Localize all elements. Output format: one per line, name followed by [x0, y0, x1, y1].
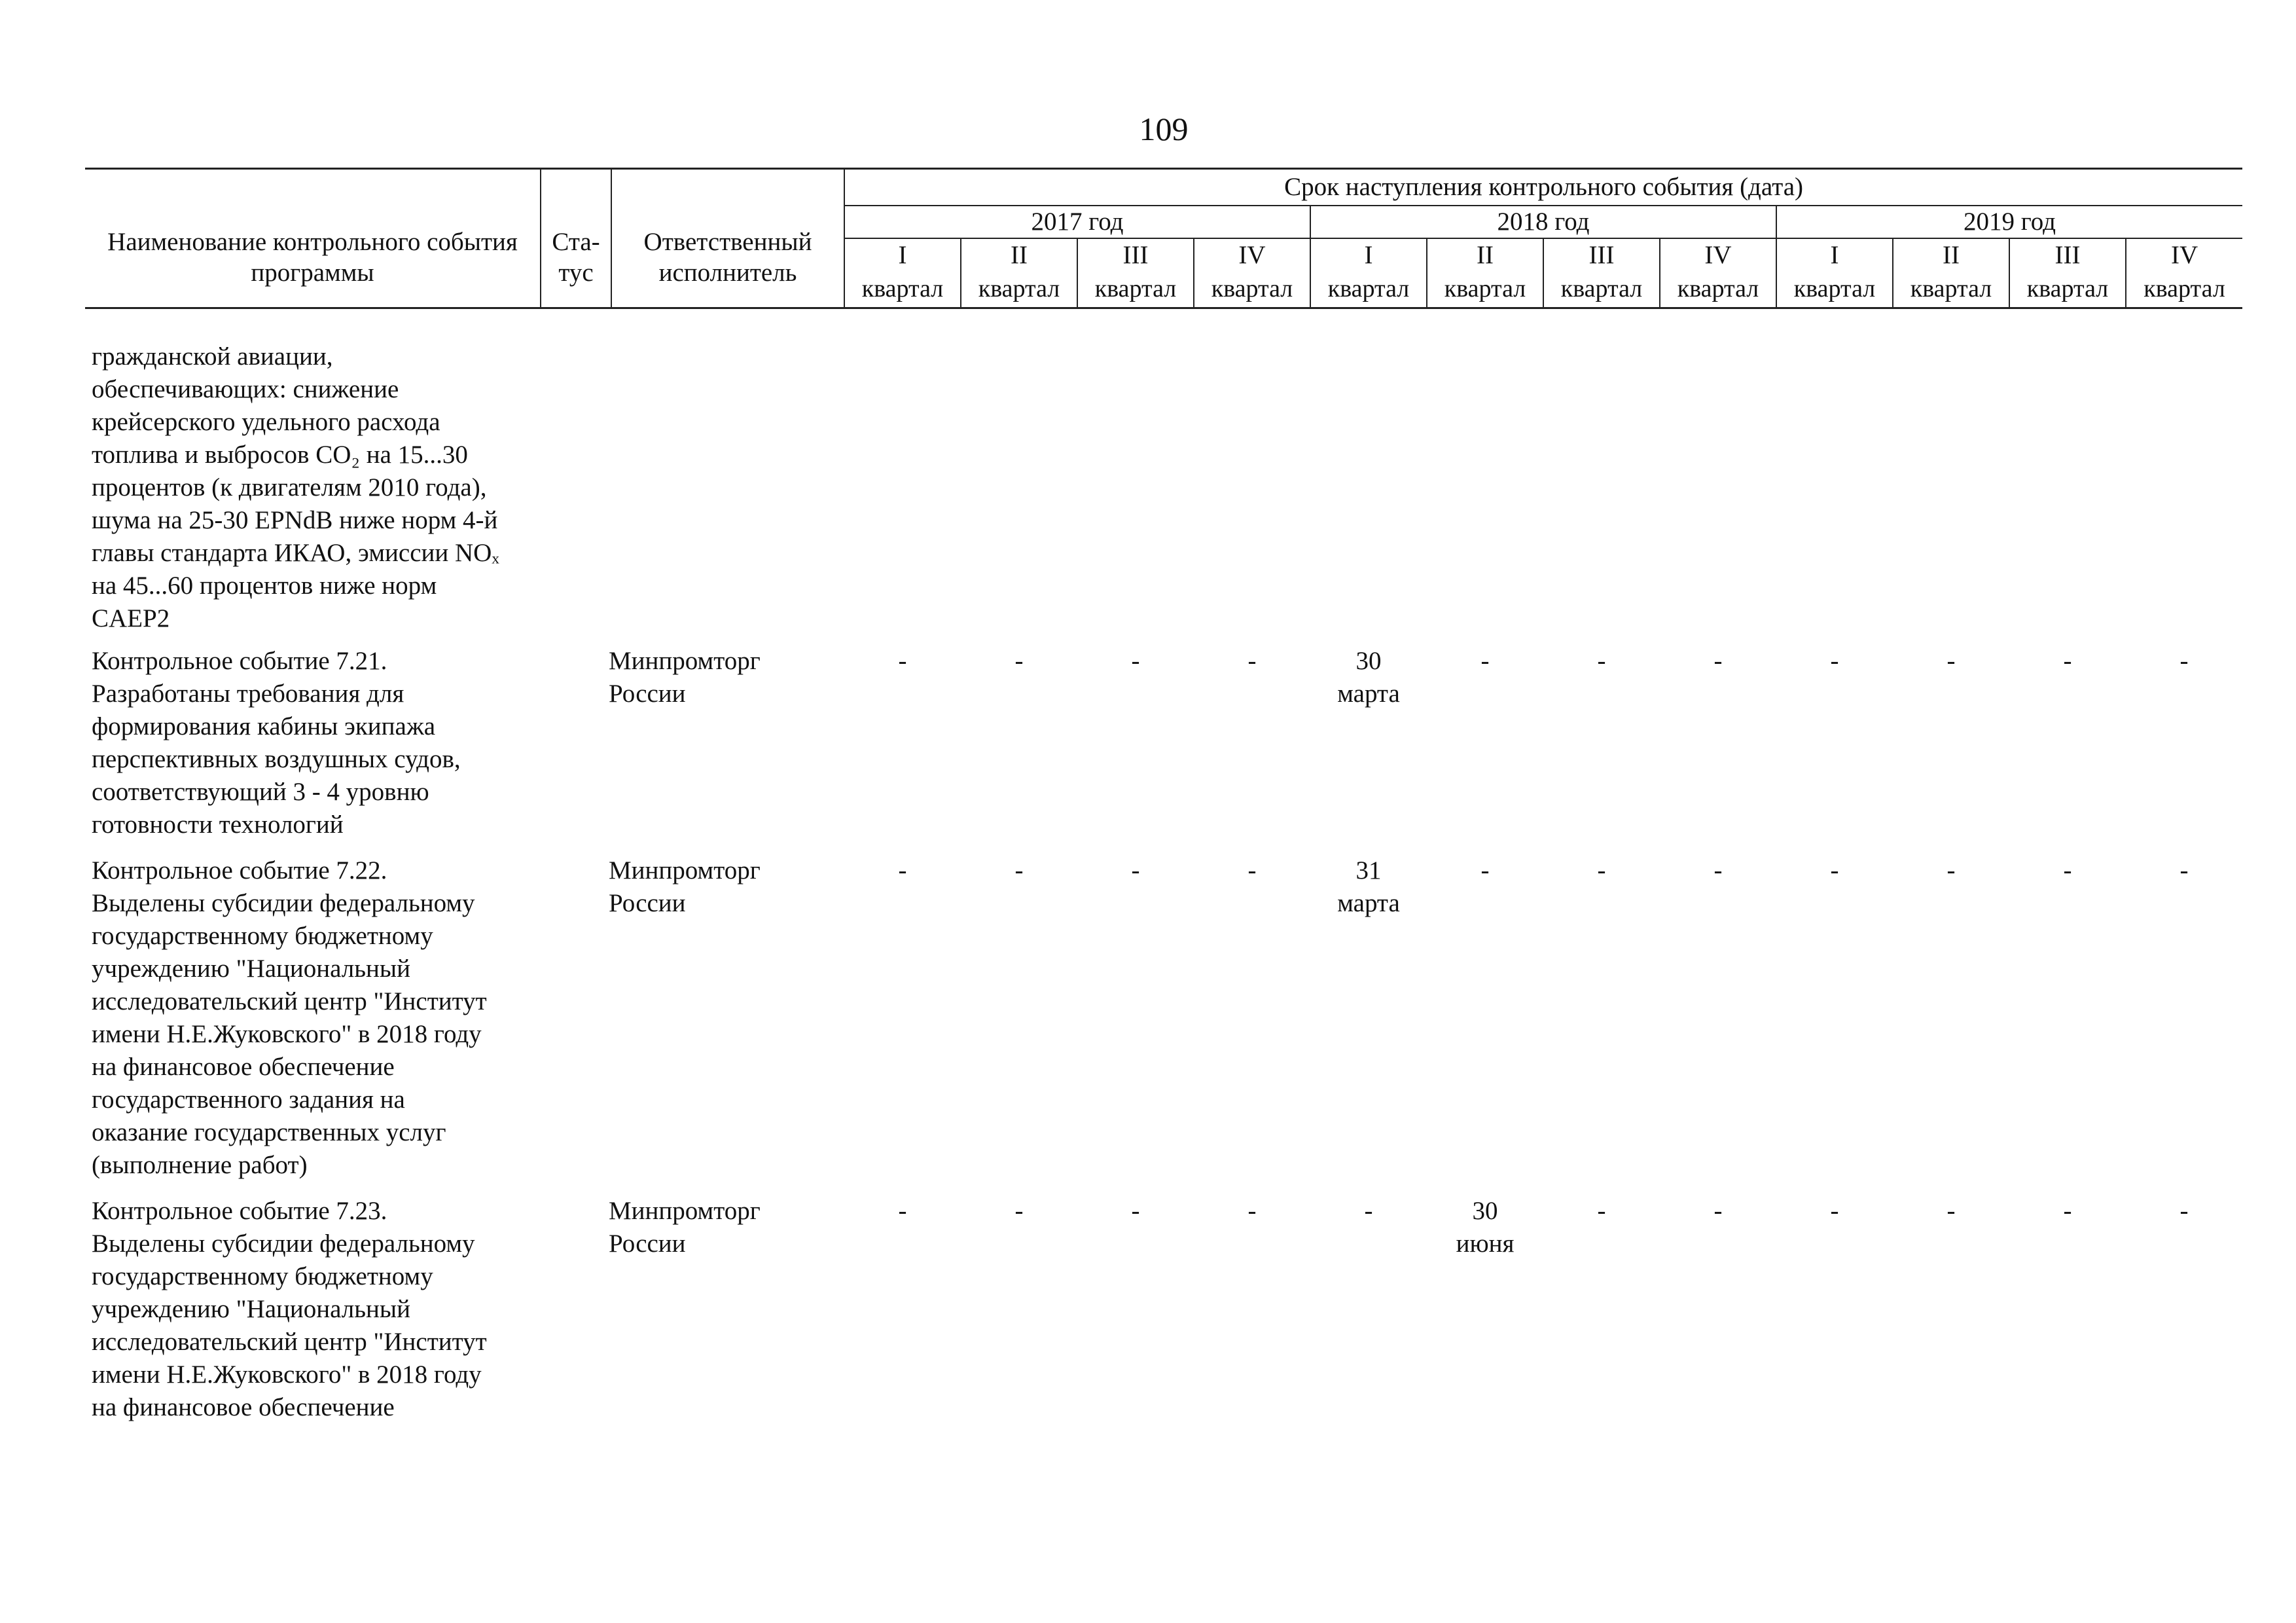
quarter-date-cell: 31 марта — [1337, 856, 1400, 917]
responsible-executor: Минпромторг России — [609, 647, 761, 708]
quarter-date-cell: - — [1131, 647, 1140, 675]
header-quarter-word: квартал — [1543, 272, 1660, 308]
header-quarter-numeral: III — [2009, 238, 2126, 272]
header-event-name: Наименование контрольного события программы — [85, 169, 541, 308]
header-quarter-numeral: II — [961, 238, 1077, 272]
quarter-date-cell: - — [1247, 856, 1257, 884]
quarter-date-cell: - — [1364, 1197, 1373, 1225]
quarter-date-cell: - — [1480, 647, 1490, 675]
quarter-date-cell: - — [2063, 856, 2072, 884]
header-deadline: Срок наступления контрольного события (дата) — [844, 169, 2242, 206]
event-name: Контрольное событие 7.22. Выделены субсидии федеральному государственному бюджетному учреждению "Национальный исследовательский центр "Институт имени Н.Е.Жуковского" в 2018 году на финансовое обеспечение государственного задания на оказание государственных услуг (выполнение работ) — [92, 856, 487, 1179]
header-quarter-word: квартал — [1427, 272, 1543, 308]
quarter-date-cell: - — [1597, 647, 1606, 675]
quarter-date-cell: 30 июня — [1456, 1197, 1515, 1258]
header-quarter-numeral: II — [1893, 238, 2009, 272]
quarter-date-cell: - — [1946, 647, 1956, 675]
quarter-date-cell: - — [2063, 1197, 2072, 1225]
header-year-2017: 2017 год — [844, 206, 1310, 238]
header-quarter-word: квартал — [1077, 272, 1194, 308]
header-quarter-word: квартал — [1194, 272, 1310, 308]
header-quarter-word: квартал — [961, 272, 1077, 308]
header-year-2019: 2019 год — [1776, 206, 2242, 238]
quarter-date-cell: - — [898, 1197, 907, 1225]
header-status: Ста- тус — [541, 169, 611, 308]
quarter-date-cell: - — [2063, 647, 2072, 675]
header-quarter-word: квартал — [1310, 272, 1427, 308]
quarter-date-cell: - — [1946, 1197, 1956, 1225]
quarter-date-cell: - — [1597, 856, 1606, 884]
quarter-date-cell: - — [1830, 647, 1839, 675]
header-quarter-numeral: III — [1077, 238, 1194, 272]
header-quarter-word: квартал — [1776, 272, 1893, 308]
quarter-date-cell: - — [898, 856, 907, 884]
header-quarter-word: квартал — [2126, 272, 2242, 308]
header-quarter-word: квартал — [1893, 272, 2009, 308]
event-name: Контрольное событие 7.21. Разработаны требования для формирования кабины экипажа перспективных воздушных судов, соответствующий 3 - 4 уровню готовности технологий — [92, 647, 461, 839]
quarter-date-cell: - — [2179, 1197, 2189, 1225]
header-quarter-word: квартал — [844, 272, 961, 308]
responsible-executor: Минпромторг России — [609, 1197, 761, 1258]
header-quarter-numeral: I — [1776, 238, 1893, 272]
quarter-date-cell: - — [1247, 1197, 1257, 1225]
header-quarter-numeral: IV — [1194, 238, 1310, 272]
quarter-date-cell: - — [1597, 1197, 1606, 1225]
quarter-date-cell: - — [1713, 856, 1723, 884]
header-quarter-numeral: II — [1427, 238, 1543, 272]
quarter-date-cell: - — [1830, 1197, 1839, 1225]
quarter-date-cell: - — [1014, 1197, 1024, 1225]
header-quarter-word: квартал — [2009, 272, 2126, 308]
page-number: 109 — [1139, 111, 1189, 147]
quarter-date-cell: - — [1014, 856, 1024, 884]
header-year-2018: 2018 год — [1310, 206, 1776, 238]
quarter-date-cell: - — [1480, 856, 1490, 884]
header-responsible: Ответственный исполнитель — [611, 169, 844, 308]
quarter-date-cell: - — [1713, 647, 1723, 675]
quarter-date-cell: - — [1713, 1197, 1723, 1225]
quarter-date-cell: - — [2179, 647, 2189, 675]
quarter-date-cell: - — [1830, 856, 1839, 884]
quarter-date-cell: - — [1247, 647, 1257, 675]
header-quarter-numeral: I — [844, 238, 961, 272]
quarter-date-cell: - — [1946, 856, 1956, 884]
header-quarter-numeral: I — [1310, 238, 1427, 272]
header-quarter-numeral: III — [1543, 238, 1660, 272]
header-quarter-word: квартал — [1660, 272, 1776, 308]
responsible-executor: Минпромторг России — [609, 856, 761, 917]
event-name: гражданской авиации, обеспечивающих: снижение крейсерского удельного расхода топлива и выбросов CO₂ на 15...30 процентов (к двигателям 2010 года), шума на 25-30 EPNdB ниже норм 4-й главы стандарта ИКАО, эмиссии NOₓ на 45...60 процентов ниже норм CAEP2 — [92, 342, 499, 632]
quarter-date-cell: 30 марта — [1337, 647, 1400, 708]
header-quarter-numeral: IV — [2126, 238, 2242, 272]
quarter-date-cell: - — [1014, 647, 1024, 675]
header-quarter-numeral: IV — [1660, 238, 1776, 272]
quarter-date-cell: - — [1131, 1197, 1140, 1225]
quarter-date-cell: - — [898, 647, 907, 675]
event-name: Контрольное событие 7.23. Выделены субсидии федеральному государственному бюджетному учреждению "Национальный исследовательский центр "Институт имени Н.Е.Жуковского" в 2018 году на финансовое обеспечение — [92, 1197, 487, 1421]
quarter-date-cell: - — [1131, 856, 1140, 884]
quarter-date-cell: - — [2179, 856, 2189, 884]
